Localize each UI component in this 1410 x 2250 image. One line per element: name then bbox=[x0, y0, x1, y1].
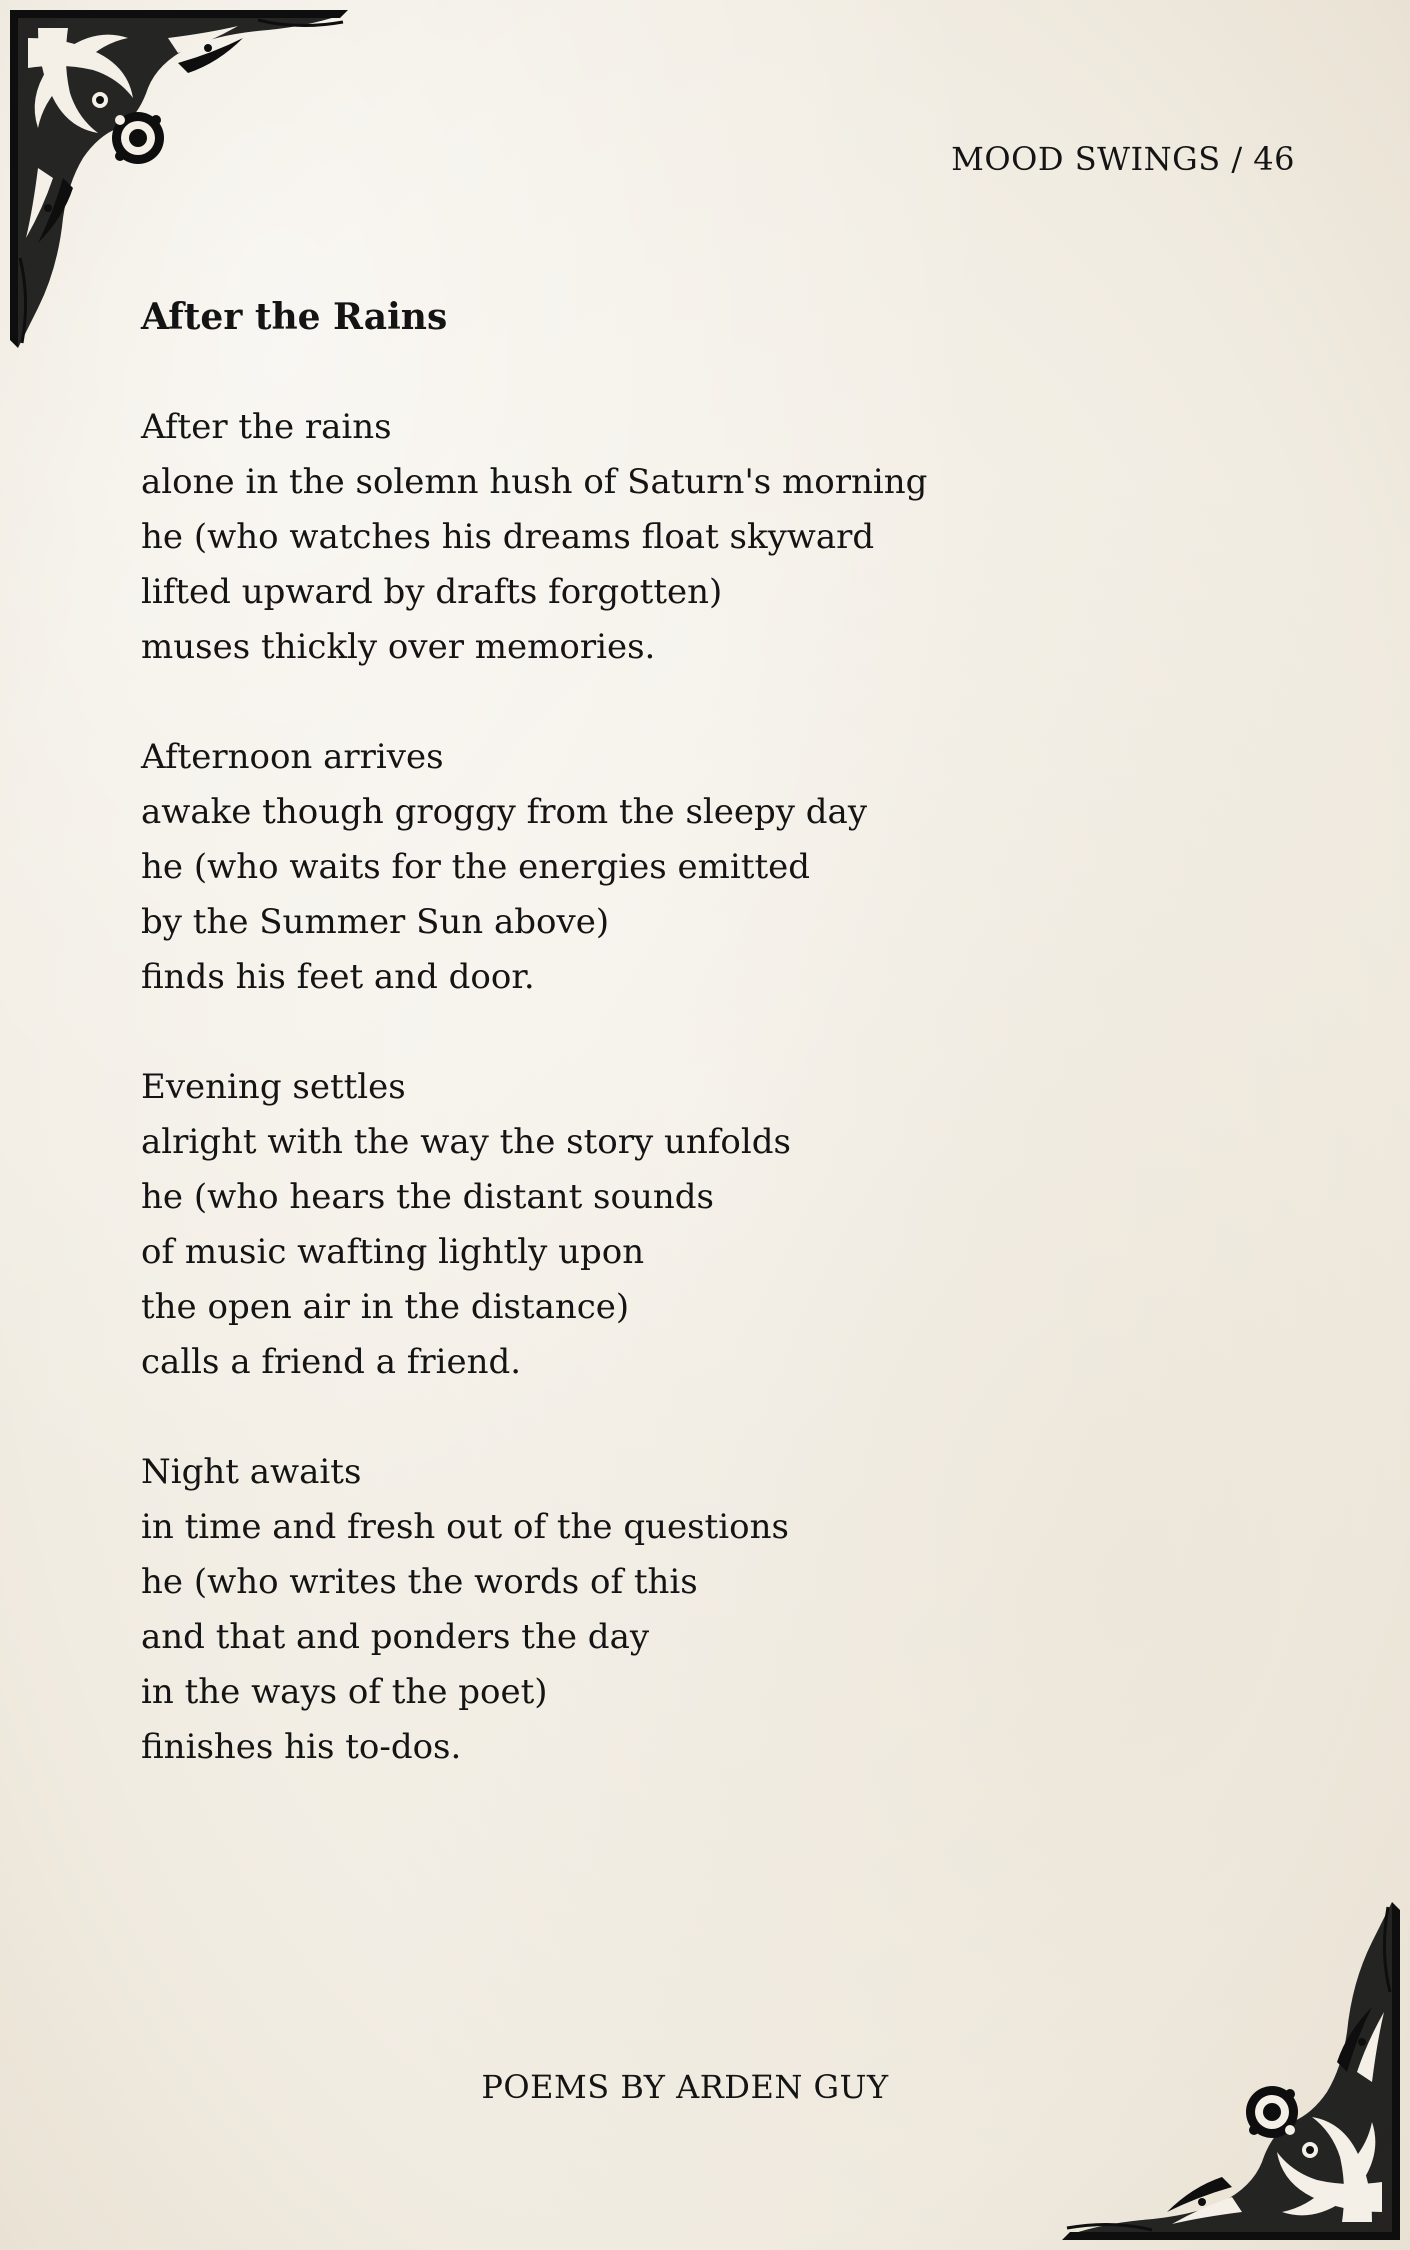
poem-line: finishes his to-dos. bbox=[141, 1727, 462, 1767]
poem-line: he (who waits for the energies emitted bbox=[141, 847, 810, 887]
poem-line: he (who writes the words of this bbox=[141, 1562, 698, 1602]
poem-line: finds his feet and door. bbox=[141, 957, 535, 997]
poem-line: in the ways of the poet) bbox=[141, 1672, 548, 1712]
poem-line: the open air in the distance) bbox=[141, 1287, 630, 1327]
poem-line: in time and fresh out of the questions bbox=[141, 1507, 789, 1547]
poem-title: After the Rains bbox=[141, 296, 448, 338]
poem-line: After the rains bbox=[141, 407, 392, 447]
poem bbox=[141, 290, 1291, 1830]
stanza bbox=[141, 730, 1291, 1005]
poem-line: he (who watches his dreams float skyward bbox=[141, 517, 875, 557]
poem-line: alright with the way the story unfolds bbox=[141, 1122, 791, 1162]
poem-line: lifted upward by drafts forgotten) bbox=[141, 572, 723, 612]
poem-line: Evening settles bbox=[141, 1067, 406, 1107]
stanza bbox=[141, 1445, 1291, 1775]
stanza bbox=[141, 400, 1291, 675]
running-head: MOOD SWINGS / 46 bbox=[951, 140, 1295, 178]
poem-line: calls a friend a friend. bbox=[141, 1342, 522, 1382]
poem-line: Afternoon arrives bbox=[141, 737, 444, 777]
poem-line: by the Summer Sun above) bbox=[141, 902, 610, 942]
poem-line: of music wafting lightly upon bbox=[141, 1232, 645, 1272]
poem-line: Night awaits bbox=[141, 1452, 362, 1492]
poem-line: muses thickly over memories. bbox=[141, 627, 656, 667]
poem-line: and that and ponders the day bbox=[141, 1617, 650, 1657]
stanza bbox=[141, 1060, 1291, 1390]
floral-corner-ornament-icon bbox=[1052, 1892, 1402, 2242]
poem-line: alone in the solemn hush of Saturn's morning bbox=[141, 462, 928, 502]
byline: POEMS BY ARDEN GUY bbox=[481, 2068, 889, 2106]
poem-line: he (who hears the distant sounds bbox=[141, 1177, 714, 1217]
poem-line: awake though groggy from the sleepy day bbox=[141, 792, 868, 832]
